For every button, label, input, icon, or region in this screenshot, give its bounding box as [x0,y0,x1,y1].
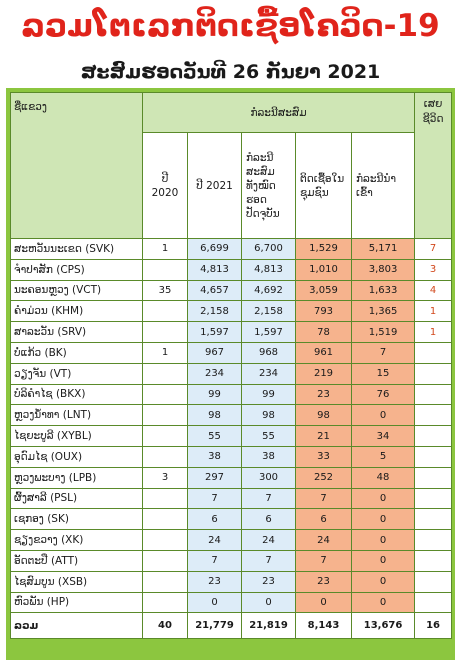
death-cell [415,426,452,447]
cumulative-cell: 4,692 [242,280,296,301]
cases-2020-cell [143,384,188,405]
table-row [11,259,452,280]
local-cases-cell: 0 [296,592,352,613]
table-row [11,301,452,322]
header-2021: ປີ 2021 [188,133,242,239]
imported-cases-cell: 1,519 [352,322,415,343]
cumulative-cell: 6,700 [242,239,296,260]
death-cell [415,384,452,405]
cumulative-cell: 24 [242,530,296,551]
province-cell: ຜົ້ງສາລີ (PSL) [11,488,143,509]
cumulative-cell: 0 [242,592,296,613]
header-local: ຕິດເຊື້ອໃນຊຸມຊົນ [296,133,352,239]
cumulative-cell: 99 [242,384,296,405]
imported-cases-cell: 0 [352,488,415,509]
cases-2020-cell [143,571,188,592]
imported-cases-cell: 0 [352,509,415,530]
cumulative-cell: 234 [242,363,296,384]
cases-2021-cell: 7 [188,488,242,509]
cumulative-cell: 968 [242,342,296,363]
local-cases-cell: 219 [296,363,352,384]
imported-cases-cell: 1,633 [352,280,415,301]
death-cell: 7 [415,239,452,260]
local-cases-cell: 793 [296,301,352,322]
cases-2020-cell [143,530,188,551]
local-cases-cell: 7 [296,488,352,509]
table-row [11,342,452,363]
cases-2020-cell [143,322,188,343]
province-cell: ຫົວພັນ (HP) [11,592,143,613]
local-cases-cell: 78 [296,322,352,343]
province-cell: ຈຳປາສັກ (CPS) [11,259,143,280]
cumulative-cell: 300 [242,467,296,488]
imported-cases-cell: 5 [352,446,415,467]
province-cell: ເຊກອງ (SK) [11,509,143,530]
cases-2021-cell: 4,657 [188,280,242,301]
imported-cases-cell: 3,803 [352,259,415,280]
cumulative-cell: 38 [242,446,296,467]
page-title: ລວມໂຕເລກຕິດເຊື້ອໂຄວິດ-19 [21,8,440,44]
table-body [11,239,452,639]
total-local: 8,143 [296,613,352,639]
province-cell: ບໍ່ແກ້ວ (BK) [11,342,143,363]
death-cell [415,509,452,530]
imported-cases-cell: 0 [352,550,415,571]
province-cell: ຊຽງຂວາງ (XK) [11,530,143,551]
cases-2020-cell: 1 [143,239,188,260]
cases-2020-cell [143,488,188,509]
cases-2020-cell [143,301,188,322]
cases-2021-cell: 297 [188,467,242,488]
death-cell [415,488,452,509]
imported-cases-cell: 0 [352,530,415,551]
header-imported: ກໍລະນີນຳເຂົ້າ [352,133,415,239]
cases-2020-cell [143,426,188,447]
province-cell: ໄຊຍະບູລີ (XYBL) [11,426,143,447]
death-cell [415,467,452,488]
province-cell: ນະຄອນຫຼວງ (VCT) [11,280,143,301]
cumulative-cell: 2,158 [242,301,296,322]
death-cell [415,571,452,592]
header-death: ເສຍຊີວິດ [415,93,452,239]
cases-2021-cell: 967 [188,342,242,363]
local-cases-cell: 23 [296,571,352,592]
total-2020: 40 [143,613,188,639]
death-cell [415,592,452,613]
imported-cases-cell: 34 [352,426,415,447]
local-cases-cell: 24 [296,530,352,551]
province-cell: ວຽງຈັນ (VT) [11,363,143,384]
cumulative-cell: 7 [242,488,296,509]
cases-2020-cell [143,592,188,613]
province-cell: ອັດຕະປື (ATT) [11,550,143,571]
table-row [11,467,452,488]
cases-2021-cell: 38 [188,446,242,467]
cases-2021-cell: 2,158 [188,301,242,322]
local-cases-cell: 3,059 [296,280,352,301]
death-cell: 1 [415,301,452,322]
province-cell: ຫຼວງພະບາງ (LPB) [11,467,143,488]
cumulative-cell: 55 [242,426,296,447]
table-row [11,426,452,447]
province-cell: ຫຼວງນ້ຳທາ (LNT) [11,405,143,426]
cases-2021-cell: 7 [188,550,242,571]
death-cell [415,446,452,467]
page-subtitle: ສະສົມຮອດວັນທີ 26 ກັນຍາ 2021 [80,61,381,83]
cases-2020-cell [143,446,188,467]
imported-cases-cell: 1,365 [352,301,415,322]
cases-2021-cell: 6,699 [188,239,242,260]
cumulative-cell: 98 [242,405,296,426]
header-all-cumulative: ກໍລະນີສະສົມທັງໝົດຮອດປັດຈຸບັນ [242,133,296,239]
cases-2021-cell: 4,813 [188,259,242,280]
table-row [11,592,452,613]
total-cumulative: 21,819 [242,613,296,639]
local-cases-cell: 7 [296,550,352,571]
total-2021: 21,779 [188,613,242,639]
cases-2020-cell: 35 [143,280,188,301]
local-cases-cell: 252 [296,467,352,488]
table-row [11,550,452,571]
cumulative-cell: 7 [242,550,296,571]
province-cell: ໄຊສົມບູນ (XSB) [11,571,143,592]
death-cell [415,550,452,571]
local-cases-cell: 23 [296,384,352,405]
local-cases-cell: 21 [296,426,352,447]
province-cell: ອຸດົມໄຊ (OUX) [11,446,143,467]
cases-2020-cell [143,363,188,384]
cumulative-cell: 1,597 [242,322,296,343]
cases-2021-cell: 1,597 [188,322,242,343]
local-cases-cell: 1,010 [296,259,352,280]
death-cell: 3 [415,259,452,280]
imported-cases-cell: 0 [352,571,415,592]
table-row [11,322,452,343]
table-row [11,571,452,592]
cases-2021-cell: 98 [188,405,242,426]
local-cases-cell: 6 [296,509,352,530]
table-row [11,405,452,426]
imported-cases-cell: 76 [352,384,415,405]
local-cases-cell: 98 [296,405,352,426]
province-cell: ສາລະວັນ (SRV) [11,322,143,343]
cases-2021-cell: 24 [188,530,242,551]
cases-2020-cell [143,405,188,426]
province-cell: ບໍລິຄຳໄຊ (BKX) [11,384,143,405]
imported-cases-cell: 15 [352,363,415,384]
death-cell [415,405,452,426]
table-row [11,280,452,301]
cases-2021-cell: 99 [188,384,242,405]
cases-2021-cell: 55 [188,426,242,447]
table-row [11,363,452,384]
cases-2021-cell: 234 [188,363,242,384]
imported-cases-cell: 5,171 [352,239,415,260]
total-label: ລວມ [11,613,143,639]
cases-2021-cell: 23 [188,571,242,592]
cumulative-cell: 4,813 [242,259,296,280]
imported-cases-cell: 0 [352,592,415,613]
imported-cases-cell: 48 [352,467,415,488]
death-cell: 1 [415,322,452,343]
total-row [11,613,452,639]
table-row [11,530,452,551]
total-imported: 13,676 [352,613,415,639]
table-row [11,488,452,509]
table-row [11,384,452,405]
cases-2021-cell: 6 [188,509,242,530]
death-cell: 4 [415,280,452,301]
death-cell [415,530,452,551]
death-cell [415,342,452,363]
cases-2020-cell [143,550,188,571]
province-cell: ສະຫວັນນະເຂດ (SVK) [11,239,143,260]
header-cumulative: ກໍລະນີສະສົມ [143,93,415,133]
cases-2020-cell: 1 [143,342,188,363]
local-cases-cell: 33 [296,446,352,467]
table-row [11,509,452,530]
local-cases-cell: 1,529 [296,239,352,260]
cases-2021-cell: 0 [188,592,242,613]
table-row [11,446,452,467]
province-cell: ຄຳມ່ວນ (KHM) [11,301,143,322]
imported-cases-cell: 7 [352,342,415,363]
death-cell [415,363,452,384]
cases-2020-cell: 3 [143,467,188,488]
total-death: 16 [415,613,452,639]
cases-2020-cell [143,509,188,530]
header-2020: ປີ 2020 [143,133,188,239]
imported-cases-cell: 0 [352,405,415,426]
header-province: ຊື່ແຂວງ [11,93,143,239]
cases-2020-cell [143,259,188,280]
covid-cases-table [10,92,452,639]
cumulative-cell: 23 [242,571,296,592]
cumulative-cell: 6 [242,509,296,530]
local-cases-cell: 961 [296,342,352,363]
table-row [11,239,452,260]
